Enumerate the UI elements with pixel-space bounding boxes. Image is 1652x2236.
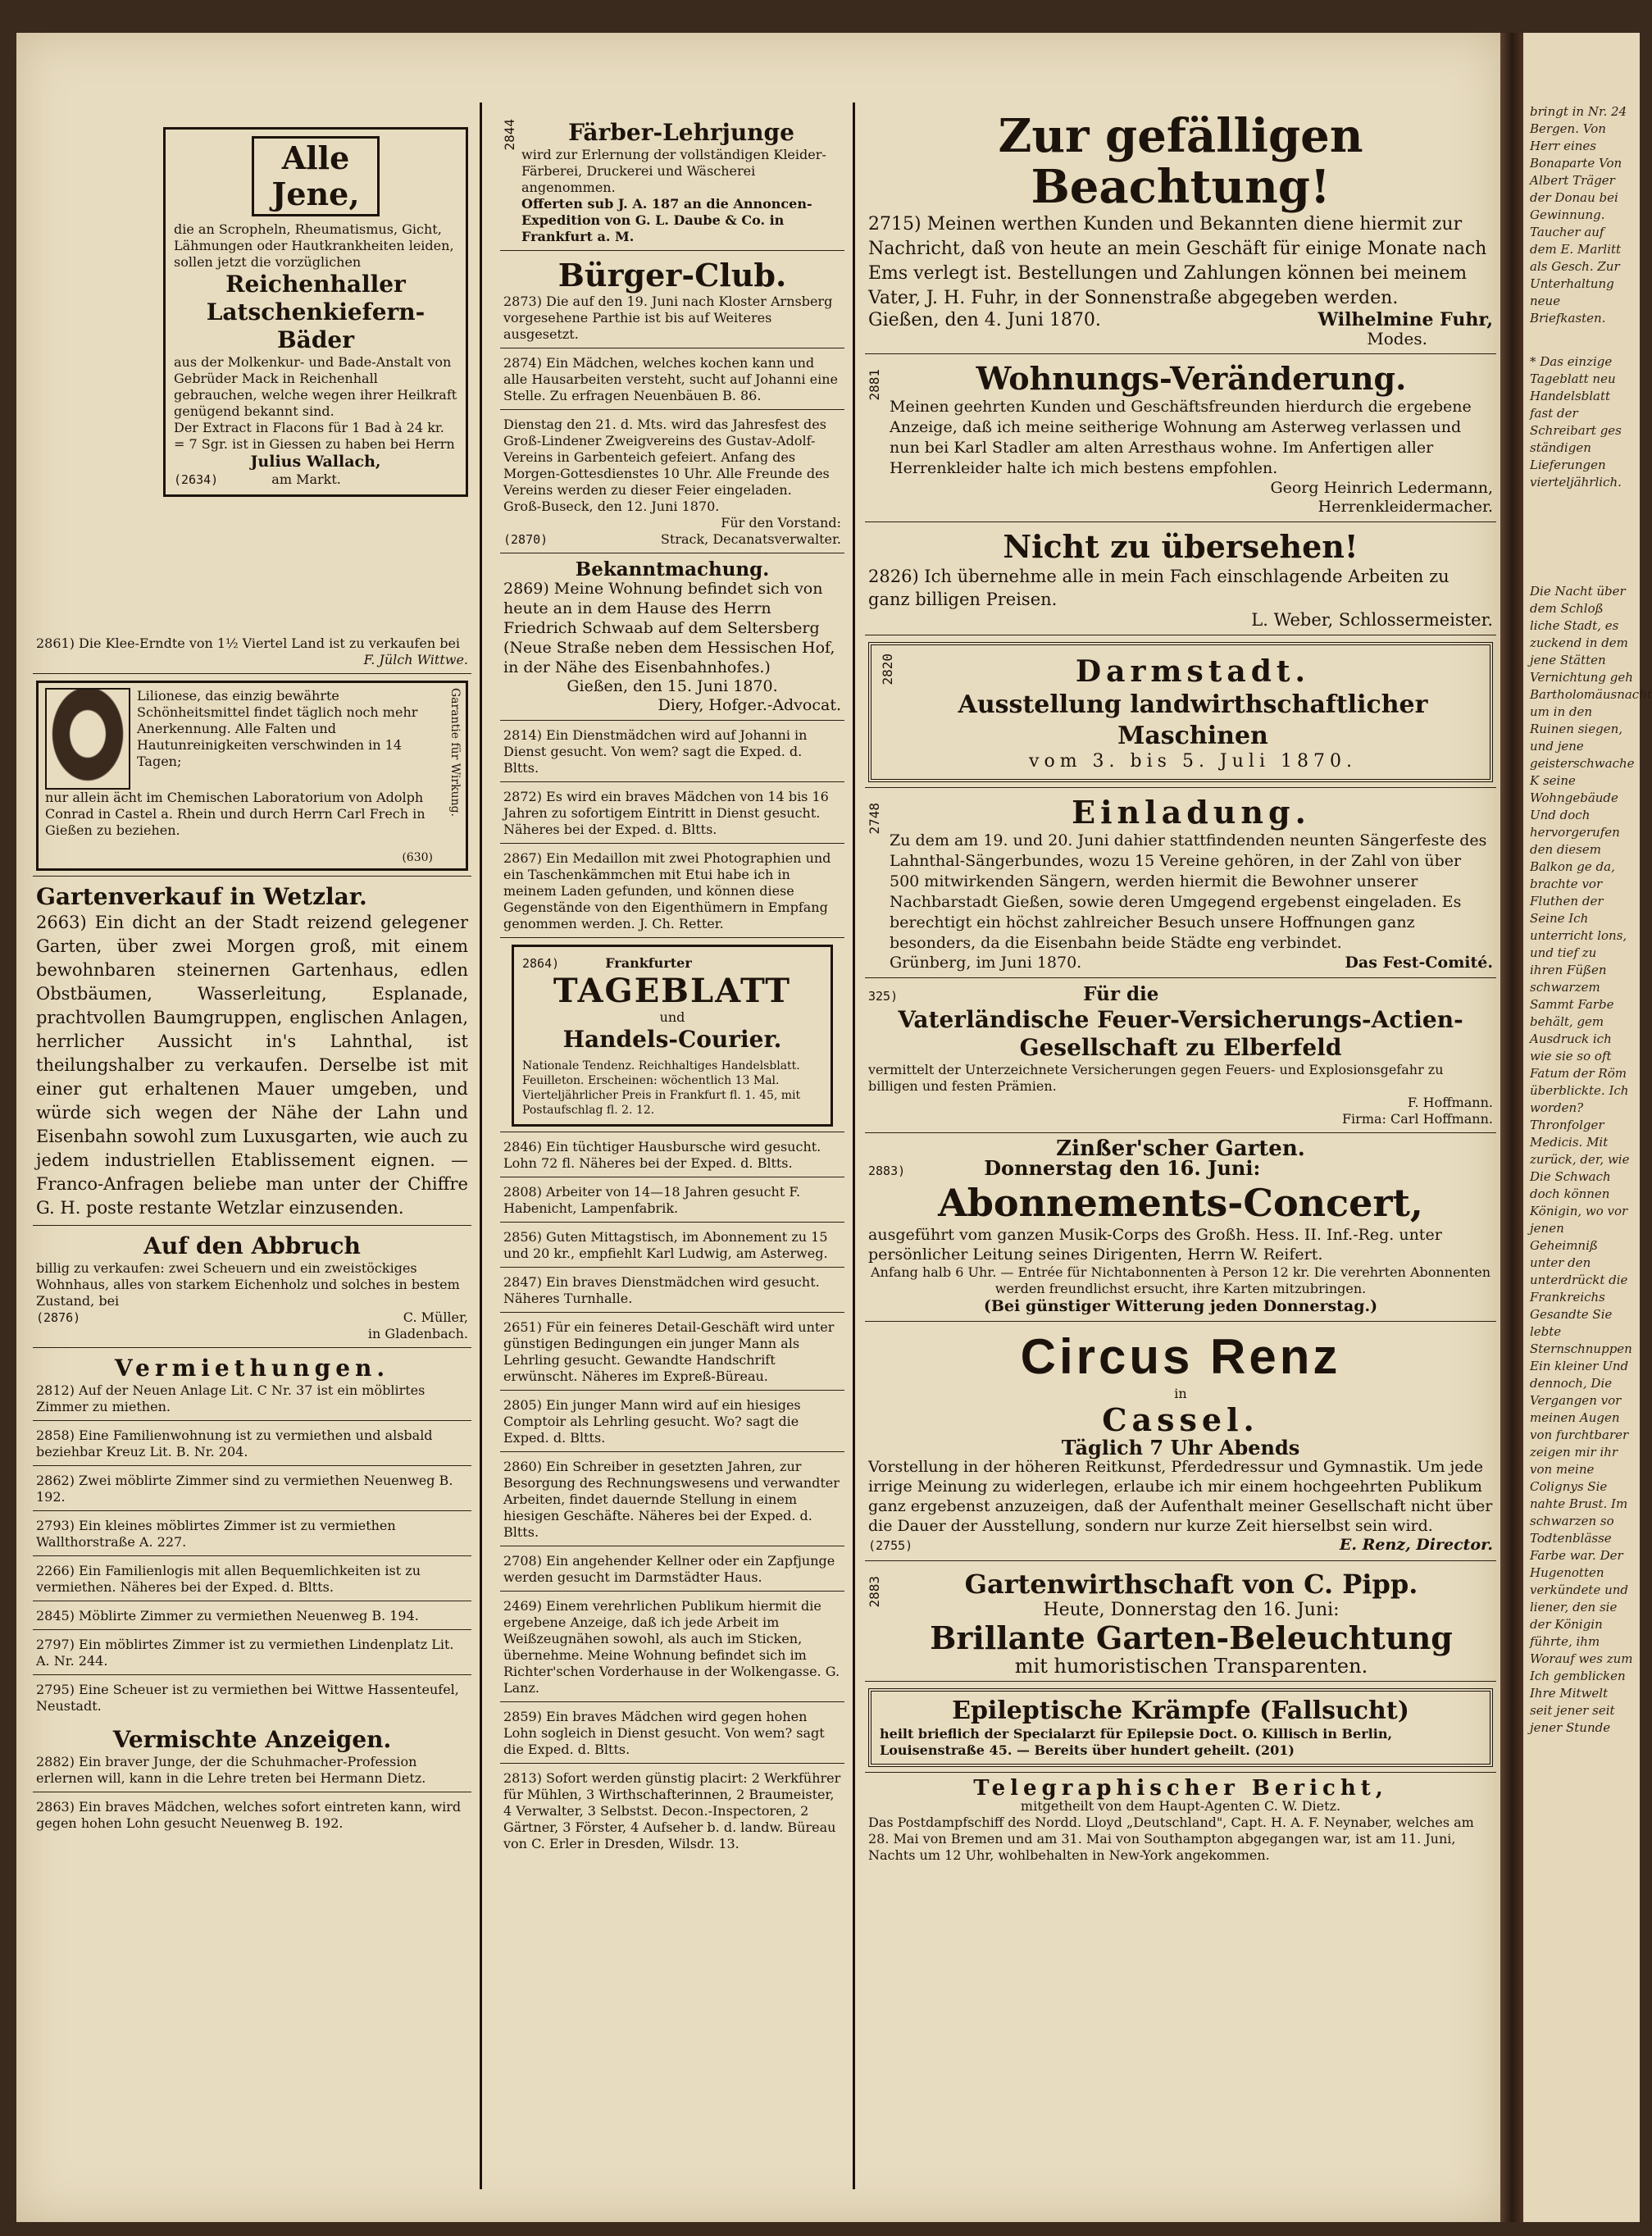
tageblatt-t4: Handels-Courier. [562, 1026, 782, 1053]
column-rule-2 [853, 102, 855, 2189]
ad-einladung [865, 795, 1496, 978]
pipp-t2: Brillante Garten-Beleuchtung [930, 1619, 1453, 1656]
buerger-title: Bürger-Club. [557, 257, 787, 294]
ad-bekanntmachung [500, 560, 844, 721]
bekannt-title: Bekanntmachung. [575, 558, 770, 581]
ad-faerber [500, 119, 844, 251]
ad-lilionese [33, 681, 471, 877]
klee-text: 2861) Die Klee-Erndte von 1½ Viertel Land ist zu verkaufen bei [36, 635, 461, 651]
book-spine [1500, 33, 1523, 2222]
faerber-text2: Offerten sub J. A. 187 an die Annoncen-Expedition von G. L. Daube & Co. in Frankfurt a. M. [521, 196, 812, 244]
circus-title: Circus Renz [1020, 1329, 1341, 1384]
list-item: 2847) Ein braves Dienstmädchen wird gesucht. Näheres Turnhalle. [500, 1274, 844, 1313]
list-item: 2863) Ein braves Mädchen, welches sofort eintreten kann, wird gegen hohen Lohn gesucht Neuenweg B. 192. [36, 1799, 462, 1831]
nicht-sig: L. Weber, Schlossermeister. [1251, 610, 1493, 630]
list-item: 2793) Ein kleines möblirtes Zimmer ist zu vermiethen Wallthorstraße A. 227. [33, 1518, 471, 1556]
konzert-text: ausgeführt vom ganzen Musik-Corps des Großh. Hess. II. Inf.-Reg. unter persönlicher Leitung seines Dirigenten, Herrn W. Reifert. [868, 1226, 1442, 1264]
circus-num: (2755) [868, 1538, 913, 1553]
telegraph-title: Telegraphischer Bericht, [973, 1776, 1388, 1801]
list-item: 2859) Ein braves Mädchen wird gegen hohen Lohn sogleich in Dienst gesucht. Von wem? sagt die Exped. d. Bltts. [500, 1709, 844, 1764]
ad-tageblatt [500, 945, 844, 1132]
circus-time: Täglich 7 Uhr Abends [1061, 1436, 1300, 1460]
list-item: 2708) Ein angehender Kellner oder ein Zapfjunge werden gesucht im Darmstädter Haus. [500, 1553, 844, 1592]
feuer-title: Vaterländische Feuer-Versicherungs-Actien-Gesellschaft zu Elberfeld [898, 1006, 1463, 1061]
ad-jahresfest [500, 417, 844, 553]
konzert-text2: Anfang halb 6 Uhr. — Entrée für Nichtabonnenten à Person 12 kr. Die verehrten Abonnenten werden freundlichst ersucht, ihre Karten mitzubringen. [871, 1264, 1490, 1296]
konzert-text3: (Bei günstiger Witterung jeden Donnerstag.) [983, 1297, 1378, 1315]
nicht-text: 2826) Ich übernehme alle in mein Fach einschlagende Arbeiten zu ganz billigen Preisen. [868, 567, 1449, 609]
wohnung-title: Wohnungs-Veränderung. [976, 360, 1407, 397]
konzert-pre: Zinßer'scher Garten. [1056, 1136, 1305, 1161]
facing-fragment-1: bringt in Nr. 24 Bergen. Von Herr eines Bonaparte Von Albert Träger der Donau bei Gewinnung. Taucher auf dem E. Marlitt als Gesch. Zur Unterhaltung neue Briefkasten. [1530, 104, 1627, 326]
circus-sig: E. Renz, Director. [1339, 1536, 1493, 1554]
vermiethungen-title: Vermiethungen. [114, 1355, 390, 1382]
ad-gartenverkauf [33, 883, 471, 1226]
list-item: 2808) Arbeiter von 14—18 Jahren gesucht F. Habenicht, Lampenfabrik. [500, 1184, 844, 1223]
list-item: 2651) Für ein feineres Detail-Geschäft wird unter günstigen Bedingungen ein junger Mann als Lehrling gesucht. Gewandte Handschrift erwünscht. Näheres im Expreß-Büreau. [500, 1319, 844, 1391]
list-item: 2867) Ein Medaillon mit zwei Photographien und ein Taschenkämmchen mit Etui habe ich in meinem Laden gefunden, und können diese Gegenstände von den Eigenthümern in Empfang genommen werden. J. Ch. Retter. [500, 850, 844, 938]
vermischte-title: Vermischte Anzeigen. [112, 1726, 392, 1753]
einladung-text: Zu dem am 19. und 20. Juni dahier stattfindenden neunten Sängerfeste des Lahnthal-Sängerbundes, wozu 15 Vereine gehören, in der Zahl von über 500 mitwirkenden Sängern, werden hiermit die Bewohner unserer Nachbarstadt Gießen, sowie deren Umgegend ergebenst eingeladen. Es berechtigt ein höchst zahlreicher Besuch unsere Hoffnungen ganz besonders, da die Eisenbahn beide Städte eng verbindet. [890, 831, 1487, 952]
lilionese-side: Garantie für Wirkung. [448, 688, 462, 817]
ad-abbruch [33, 1232, 471, 1348]
darmstadt-t2: Ausstellung landwirthschaftlicher Maschinen [958, 690, 1428, 750]
jahresfest-sig2: Strack, Decanatsverwalter. [660, 531, 841, 547]
alle-jene-title2: Latschenkiefern-Bäder [206, 298, 426, 353]
epilepsie-text: heilt brieflich der Specialarzt für Epilepsie Doct. O. Killisch in Berlin, Louisenstraße 45. — Bereits über hundert geheilt. (201) [880, 1726, 1393, 1758]
list-item: 2266) Ein Familienlogis mit allen Bequemlichkeiten ist zu vermiethen. Näheres bei der Exped. d. Bltts. [33, 1563, 471, 1601]
ad-epilepsie [865, 1688, 1496, 1773]
pipp-title: Gartenwirthschaft von C. Pipp. [964, 1569, 1418, 1600]
einladung-sig: Das Fest-Comité. [1345, 954, 1493, 972]
klee-sig: F. Jülch Wittwe. [363, 652, 468, 667]
garten-title: Gartenverkauf in Wetzlar. [36, 883, 367, 910]
garten-text: 2663) Ein dicht an der Stadt reizend gelegener Garten, über zwei Morgen groß, mit einem bewohnbaren steinernen Gartenhaus, edlen Obstbäumen, Wasserleitung, Esplanade, prachtvollen Baumgruppen, englischen Anlagen, herrlicher Aussicht in's Lahnthal, ist theilungshalber zu verkaufen. Derselbe ist mit einer gut erhaltenen Mauer umgeben, und würde sich wegen der Nähe der Lahn und Eisenbahn sowohl zum Luxusgarten, wie auch zu jedem industriellen Etablissement eignen. — Franco-Anfragen beliebe man unter der Chiffre G. H. poste restante Wetzlar einzusenden. [36, 913, 468, 1218]
faerber-text: wird zur Erlernung der vollständigen Kleider-Färberei, Druckerei und Wäscherei angenommen. [521, 147, 826, 195]
facing-fragment-3: Die Nacht über dem Schloß liche Stadt, es zuckend in dem jene Stätten Vernichtung geh Bartholomäusnacht um in den Ruinen siegen, und jene geisterschwache K seine Wohngebäude Und doch hervorgerufen den diesem Balkon ge da, brachte vor Fluthen der Seine Ich unterricht lons, und tief zu ihren Füßen schwarzem Sammt Farbe behält, gem Ausdruck ich wie sie so oft Fatum der Röm überblickte. Ich worden? Thronfolger Medicis. Mit zurück, der, wie Die Schwach doch können Königin, wo vor jenen Geheimniß unter den unterdrückt die Frankreichs Gesandte Sie lebte Sternschnuppen Ein kleiner Und dennoch, Die Vergangen vor meinen Augen von furchtbarer zeigen mir ihr von meine Colignys Sie nahte Brust. Im schwarzen so Todtenblässe Farbe war. Der Hugenotten verkündete und liener, den sie der Königin führte, ihm Worauf wes zum Ich gemblicken Ihre Mitwelt seit jener seit jener Stunde [1530, 584, 1652, 1735]
ad-beachtung [865, 111, 1496, 354]
column-3 [865, 111, 1496, 1875]
list-item: 2856) Guten Mittagstisch, im Abonnement zu 15 und 20 kr., empfiehlt Karl Ludwig, am Asterweg. [500, 1229, 844, 1268]
portrait-image [45, 688, 130, 790]
lilionese-num: (630) [402, 851, 433, 864]
bekannt-text: 2869) Meine Wohnung befindet sich von heute an in dem Hause des Herrn Friedrich Schwaab auf dem Seltersberg (Neue Straße neben dem Hessischen Hof, in der Nähe des Eisenbahnhofes.) [503, 580, 835, 676]
feuer-text: vermittelt der Unterzeichnete Versicherungen gegen Feuers- und Explosionsgefahr zu billigen und festen Prämien. [868, 1062, 1444, 1094]
tageblatt-t1: Frankfurter [605, 955, 692, 971]
list-item: 2813) Sofort werden günstig placirt: 2 Werkführer für Mühlen, 3 Wirthschafterinnen, 2 Braumeister, 4 Verwalter, 3 Selbstst. Decon.-Inspectoren, 2 Gärtner, 3 Förster, 4 Aufseher b. d. landw. Büreau von C. Erler in Dresden, Wilsdr. 13. [503, 1770, 841, 1851]
beachtung-date: Gießen, den 4. Juni 1870. [868, 310, 1101, 330]
ad-wohnung [865, 361, 1496, 522]
feuer-num: 325) [868, 989, 899, 1004]
telegraph-text: Das Postdampfschiff des Nordd. Lloyd „Deutschland", Capt. H. A. F. Neynaber, welches am 28. Mai von Bremen und am 31. Mai von Southampton abgegangen war, ist am 11. Juni, Nachts um 12 Uhr, wohlbehalten in New-York angekommen. [868, 1815, 1474, 1863]
alle-jene-loc: am Markt. [271, 471, 341, 487]
alle-jene-body3: Der Extract in Flacons für 1 Bad à 24 kr. = 7 Sgr. ist in Giessen zu haben bei Herrn [174, 420, 455, 452]
list-item: 2845) Möblirte Zimmer zu vermiethen Neuenweg B. 194. [33, 1608, 471, 1630]
alle-jene-body2: aus der Molkenkur- und Bade-Anstalt von Gebrüder Mack in Reichenhall gebrauchen, welche wegen ihrer Heilkraft genügend bekannt sind. [174, 354, 457, 419]
ad-pipp [865, 1568, 1496, 1682]
wohnung-sig: Georg Heinrich Ledermann, [1270, 479, 1493, 497]
darmstadt-t1: Darmstadt. [1075, 654, 1311, 689]
feuer-pre: Für die [1083, 983, 1159, 1005]
abbruch-sig: C. Müller, [403, 1309, 468, 1325]
jahresfest-sig1: Für den Vorstand: [721, 515, 841, 531]
vermiethungen-list [33, 1382, 471, 1719]
bekannt-sig: Diery, Hofger.-Advocat. [658, 696, 841, 714]
faerber-title: Färber-Lehrjunge [568, 119, 794, 146]
beachtung-title: Zur gefälligen Beachtung! [998, 109, 1363, 214]
list-item: 2797) Ein möblirtes Zimmer ist zu vermiethen Lindenplatz Lit. A. Nr. 244. [33, 1637, 471, 1675]
abbruch-loc: in Gladenbach. [367, 1326, 468, 1341]
darmstadt-num: 2820 [880, 653, 895, 685]
wohnung-sig2: Herrenkleidermacher. [1318, 498, 1493, 516]
telegraph-sub: mitgetheilt von dem Haupt-Agenten C. W. Dietz. [1020, 1798, 1341, 1814]
epilepsie-title: Epileptische Krämpfe (Fallsucht) [952, 1696, 1409, 1725]
ad-feuer [865, 985, 1496, 1133]
beachtung-text: 2715) Meinen werthen Kunden und Bekannten diene hiermit zur Nachricht, daß von heute an mein Geschäft für einige Monate nach Ems verlegt ist. Bestellungen und Zahlungen können bei meinem Vater, J. H. Fuhr, in der Sonnenstraße abgegeben werden. [868, 214, 1487, 308]
alle-jene-title1: Reichenhaller [225, 271, 406, 298]
ad-darmstadt [865, 642, 1496, 788]
pipp-date: Heute, Donnerstag den 16. Juni: [1043, 1600, 1340, 1620]
ad-2874: 2874) Ein Mädchen, welches kochen kann und alle Hausarbeiten versteht, sucht auf Johanni eine Stelle. Zu erfragen Neuenbäuen B. 86. [500, 355, 844, 410]
ad-nicht-uebersehen [865, 529, 1496, 635]
list-item: 2846) Ein tüchtiger Hausbursche wird gesucht. Lohn 72 fl. Näheres bei der Exped. d. Bltts. [500, 1139, 844, 1177]
pipp-t3: mit humoristischen Transparenten. [1014, 1655, 1368, 1678]
circus-in: in [1174, 1386, 1187, 1401]
ad-alle-jene [168, 127, 471, 502]
konzert-num: 2883) [868, 1164, 906, 1178]
list-item: 2469) Einem verehrlichen Publikum hiermit die ergebene Anzeige, daß ich jede Arbeit im Weißzeugnähen sowohl, als auch im Sticken, übernehme. Meine Wohnung befindet sich im Richter'schen Vorderhause in der Wolkengasse. G. Lanz. [500, 1598, 844, 1702]
column-rule-1 [480, 102, 482, 2189]
alle-jene-line2: Jene, [271, 175, 360, 212]
list-item: 2795) Eine Scheuer ist zu vermiethen bei Wittwe Hassenteufel, Neustadt. [36, 1682, 459, 1714]
nicht-title: Nicht zu übersehen! [1003, 528, 1358, 565]
list-item: 2812) Auf der Neuen Anlage Lit. C Nr. 37 ist ein möblirtes Zimmer zu miethen. [33, 1382, 471, 1421]
ad-konzert [865, 1136, 1496, 1322]
alle-jene-line1: Alle [281, 139, 350, 176]
alle-jene-body: die an Scropheln, Rheumatismus, Gicht, Lähmungen oder Hautkrankheiten leiden, sollen jetzt die vorzüglichen [174, 221, 454, 270]
beachtung-sig: Wilhelmine Fuhr, [1318, 309, 1493, 330]
faerber-num: 2844 [502, 119, 517, 151]
tageblatt-t3: und [659, 1009, 685, 1025]
konzert-date: Donnerstag den 16. Juni: [984, 1156, 1261, 1180]
column-1 [168, 127, 471, 508]
facing-fragment-2: * Das einzige Tageblatt neu Handelsblatt fast der Schreibart ges ständigen Lieferungen vierteljährlich. [1530, 354, 1622, 490]
einladung-date: Grünberg, im Juni 1870. [890, 954, 1082, 972]
jahresfest-date: Groß-Buseck, den 12. Juni 1870. [503, 499, 720, 514]
lilionese-text2: nur allein ächt im Chemischen Laboratorium von Adolph Conrad in Castel a. Rhein und durch Herrn Carl Frech in Gießen zu beziehen. [45, 790, 426, 838]
wohnung-text: Meinen geehrten Kunden und Geschäftsfreunden hierdurch die ergebene Anzeige, daß ich meine seitherige Wohnung am Asterweg verlassen und nun bei Karl Stadler am alten Arresthaus wohne. Im Anfertigen aller Herrenkleider halte ich mich bestens empfohlen. [890, 398, 1472, 477]
list-item: 2872) Es wird ein braves Mädchen von 14 bis 16 Jahren zu sofortigem Eintritt in Dienst gesucht. Näheres bei der Exped. d. Bltts. [500, 789, 844, 844]
feuer-sig: F. Hoffmann. [1407, 1095, 1493, 1110]
buerger-text: 2873) Die auf den 19. Juni nach Kloster Arnsberg vorgesehene Parthie ist bis auf Weiteres ausgesetzt. [503, 294, 833, 342]
pipp-num: 2883 [867, 1576, 882, 1608]
alle-jene-num: (2634) [174, 472, 219, 487]
einladung-title: Einladung. [1072, 794, 1311, 831]
tageblatt-t2: TAGEBLATT [553, 972, 792, 1010]
alle-jene-name: Julius Wallach, [250, 453, 381, 471]
list-item: 2814) Ein Dienstmädchen wird auf Johanni in Dienst gesucht. Von wem? sagt die Exped. d. Bltts. [500, 727, 844, 782]
circus-city: Cassel. [1102, 1401, 1259, 1438]
ad-telegraph [865, 1776, 1496, 1869]
list-item: 2862) Zwei möblirte Zimmer sind zu vermiethen Neuenweg B. 192. [33, 1473, 471, 1511]
beachtung-sig2: Modes. [1367, 329, 1427, 348]
circus-text: Vorstellung in der höheren Reitkunst, Pferdedressur und Gymnastik. Um jede irrige Meinung zu widerlegen, erlaube ich mir einem hochgeehrten Publikum ganz ergebenst anzuzeigen, daß der Aufenthalt meiner Gesellschaft nicht über die Dauer der Ausstellung, sondern nur kurze Zeit hierselbst sein wird. [868, 1458, 1493, 1535]
jahresfest-text: Dienstag den 21. d. Mts. wird das Jahresfest des Groß-Lindener Zweigvereins des Gustav-Adolf-Vereins in Garbenteich gefeiert. Anfang des Morgen-Gottesdienstes 10 Uhr. Alle Freunde des Vereins werden zu dieser Feier eingeladen. [503, 417, 830, 498]
bekannt-date: Gießen, den 15. Juni 1870. [567, 677, 778, 695]
abbruch-num: (2876) [36, 1310, 81, 1325]
list-item: 2805) Ein junger Mann wird auf ein hiesiges Comptoir als Lehrling gesucht. Wo? sagt die Exped. d. Bltts. [500, 1397, 844, 1452]
newspaper-page [16, 33, 1500, 2222]
abbruch-text: billig zu verkaufen: zwei Scheuern und ein zweistöckiges Wohnhaus, alles von starkem Eichenholz und solches in bestem Zustand, bei [36, 1260, 460, 1309]
facing-page-fragment [1523, 33, 1652, 2222]
einladung-num: 2748 [867, 803, 882, 835]
abbruch-title: Auf den Abbruch [143, 1232, 361, 1259]
list-item: 2858) Eine Familienwohnung ist zu vermiethen und alsbald beziehbar Kreuz Lit. B. Nr. 204. [33, 1428, 471, 1466]
darmstadt-t3: vom 3. bis 5. Juli 1870. [1029, 751, 1357, 772]
jahresfest-num: (2870) [503, 532, 548, 547]
column-1b [33, 635, 471, 1843]
list-item: 2860) Ein Schreiber in gesetzten Jahren, zur Besorgung des Rechnungswesens und verwandter Arbeiten, findet dauernde Stellung in einem hiesigen Geschäfte. Näheres bei der Exped. d. Bltts. [500, 1459, 844, 1546]
ad-buerger-club [500, 257, 844, 348]
tageblatt-text: Nationale Tendenz. Reichhaltiges Handelsblatt. Feuilleton. Erscheinen: wöchentlich 13 Mal. Vierteljährlicher Preis in Frankfurt fl. 1. 45, mit Postaufschlag fl. 2. 12. [522, 1059, 801, 1117]
list-item: 2882) Ein braver Junge, der die Schuhmacher-Profession erlernen will, kann in die Lehre treten bei Hermann Dietz. [33, 1754, 471, 1792]
lilionese-text: Lilionese, das einzig bewährte Schönheitsmittel findet täglich noch mehr Anerkennung. Alle Falten und Hautunreinigkeiten verschwinden in 14 Tagen; [137, 688, 418, 769]
column-2 [500, 119, 844, 1864]
ad-circus [865, 1328, 1496, 1561]
wohnung-num: 2881 [867, 369, 882, 401]
konzert-title: Abonnements-Concert, [938, 1181, 1423, 1225]
tageblatt-num: 2864) [522, 956, 560, 971]
ad-klee [33, 635, 471, 674]
feuer-sig2: Firma: Carl Hoffmann. [1341, 1111, 1493, 1127]
